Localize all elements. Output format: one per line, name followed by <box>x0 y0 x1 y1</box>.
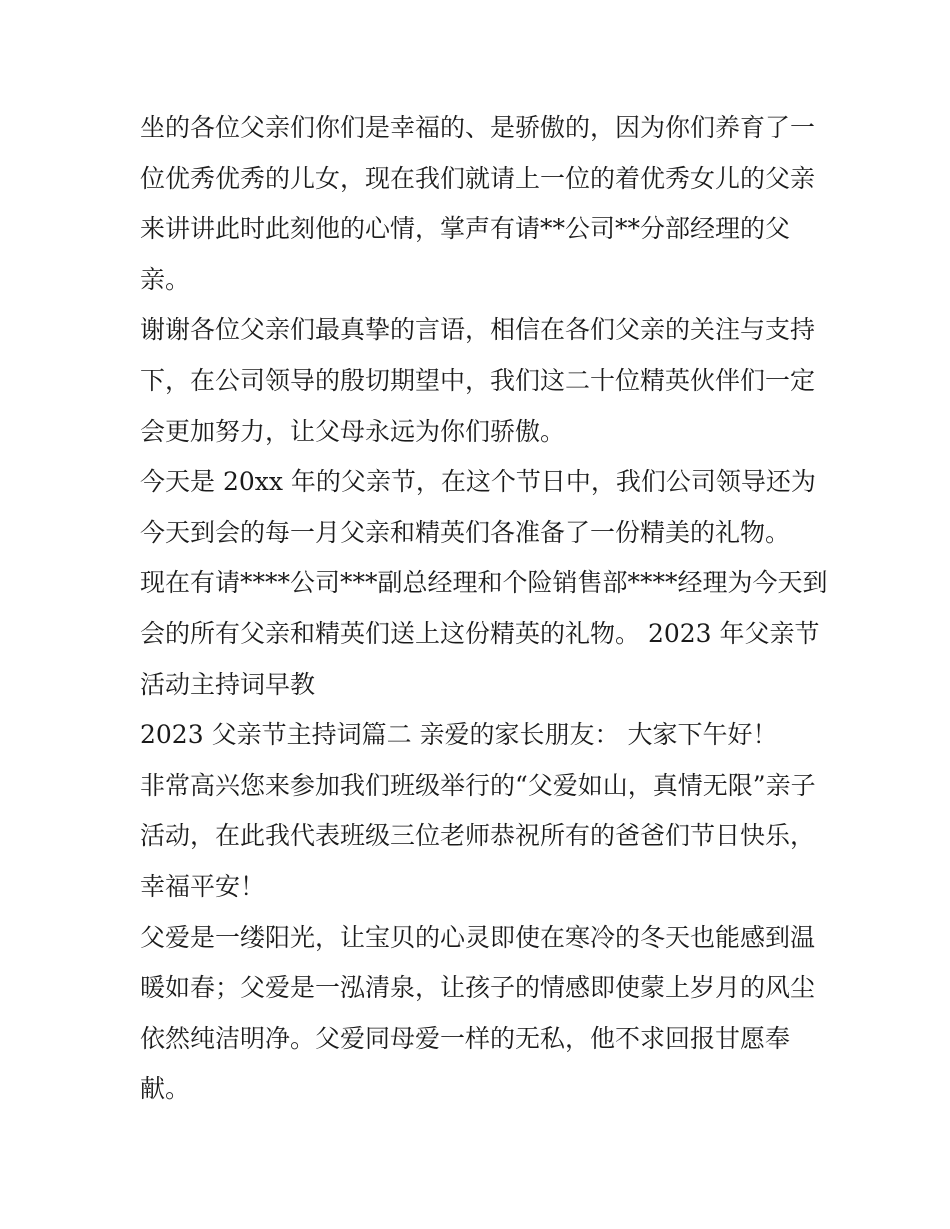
text-line: 会的所有父亲和精英们送上这份精英的礼物。 2023 年父亲节 <box>140 618 820 648</box>
text-line: 活动，在此我代表班级三位老师恭祝所有的爸爸们节日快乐， <box>140 821 816 851</box>
text-line: 幸福平安！ <box>140 871 266 901</box>
text-line: 献。 <box>140 1074 191 1104</box>
text-line: 暖如春；父爱是一泓清泉，让孩子的情感即使蒙上岁月的风尘 <box>140 973 816 1003</box>
text-line: 活动主持词早教 <box>140 669 316 699</box>
text-line: 谢谢各位父亲们最真挚的言语，相信在各们父亲的关注与支持 <box>140 315 816 345</box>
text-line: 2023 父亲节主持词篇二 亲爱的家长朋友： 大家下午好！ <box>140 720 778 750</box>
document-body <box>140 103 830 1115</box>
text-line: 下，在公司领导的殷切期望中，我们这二十位精英伙伴们一定 <box>140 365 816 395</box>
text-line: 非常高兴您来参加我们班级举行的“父爱如山，真情无限”亲子 <box>140 770 816 800</box>
text-line: 位优秀优秀的儿女，现在我们就请上一位的着优秀女儿的父亲 <box>140 163 816 193</box>
text-line: 来讲讲此时此刻他的心情，掌声有请**公司**分部经理的父 <box>140 214 791 244</box>
text-line: 坐的各位父亲们你们是幸福的、是骄傲的，因为你们养育了一 <box>140 113 816 142</box>
text-line: 现在有请****公司***副总经理和个险销售部****经理为今天到 <box>140 568 828 598</box>
text-line: 今天是 20xx 年的父亲节，在这个节日中，我们公司领导还为 <box>140 467 816 497</box>
text-line: 父爱是一缕阳光，让宝贝的心灵即使在寒冷的冬天也能感到温 <box>140 922 816 952</box>
text-line: 依然纯洁明净。父爱同母爱一样的无私，他不求回报甘愿奉 <box>140 1023 791 1053</box>
text-line: 亲。 <box>140 264 191 294</box>
text-line: 今天到会的每一月父亲和精英们各准备了一份精美的礼物。 <box>140 517 791 547</box>
text-line: 会更加努力，让父母永远为你们骄傲。 <box>140 416 566 446</box>
